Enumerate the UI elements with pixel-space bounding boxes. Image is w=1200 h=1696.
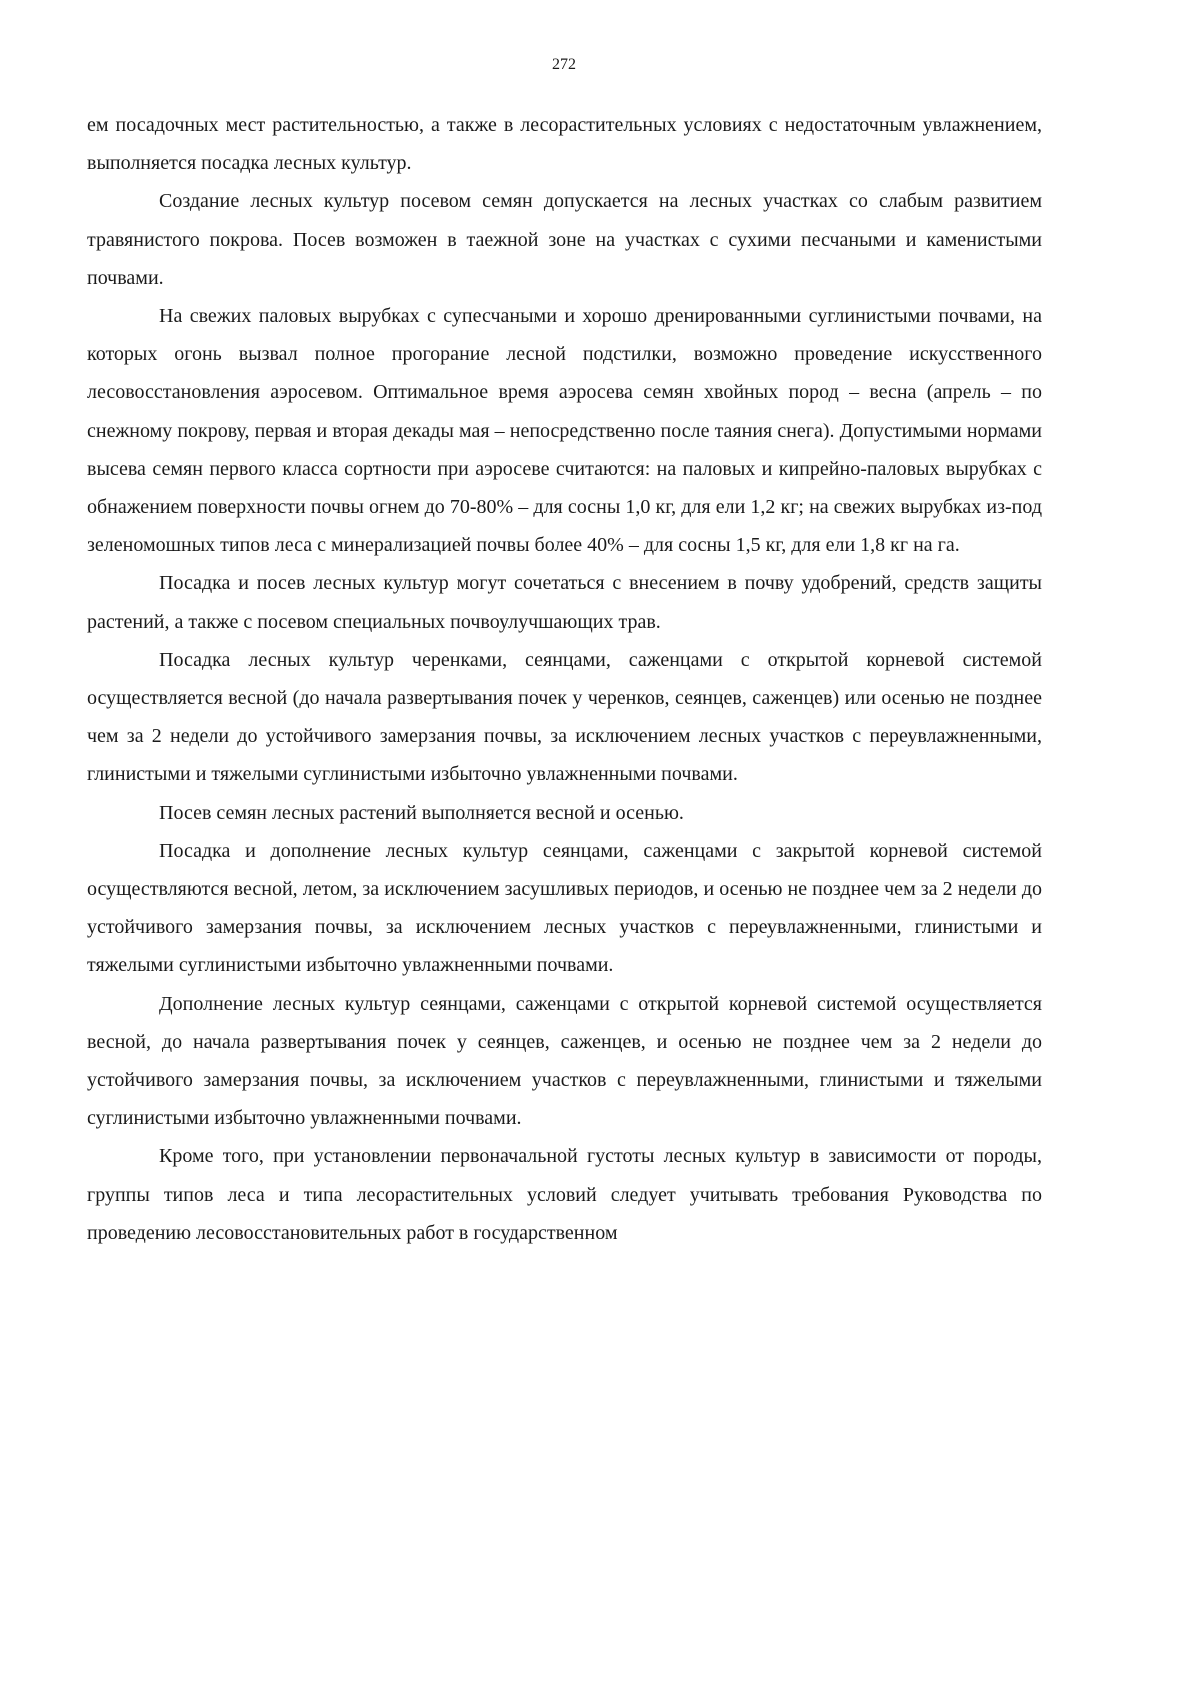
paragraph-8: Дополнение лесных культур сеянцами, саженцами с открытой корневой системой осуществляется весной, до начала развертывания почек у сеянцев, саженцев, и осенью не позднее чем за 2 недели до устойчивого замерзания почвы, за исключением участков с переувлажненными, глинистыми и тяжелыми суглинистыми избыточно увлажненными почвами. [87, 992, 1042, 1130]
paragraph-4: Посадка и посев лесных культур могут сочетаться с внесением в почву удобрений, средств защиты растений, а также с посевом специальных почвоулучшающих трав. [87, 572, 1042, 633]
paragraph-9: Кроме того, при установлении первоначальной густоты лесных культур в зависимости от породы, группы типов леса и типа лесорастительных условий следует учитывать требования Руководства по проведению лесовосстановительных работ в государственном [87, 1145, 1042, 1244]
paragraph-5: Посадка лесных культур черенками, сеянцами, саженцами с открытой корневой системой осуществляется весной (до начала развертывания почек у черенков, сеянцев, саженцев) или осенью не позднее чем за 2 недели до устойчивого замерзания почвы, за исключением лесных участков с переувлажненными, глинистыми и тяжелыми суглинистыми избыточно увлажненными почвами. [87, 648, 1042, 786]
paragraph-1: ем посадочных мест растительностью, а также в лесорастительных условиях с недостаточным увлажнением, выполняется посадка лесных культур. [87, 114, 1042, 175]
page-number: 272 [552, 56, 576, 73]
paragraph-2: Создание лесных культур посевом семян допускается на лесных участках со слабым развитием травянистого покрова. Посев возможен в таежной зоне на участках с сухими песчаными и каменистыми почвами. [87, 190, 1042, 289]
paragraph-7: Посадка и дополнение лесных культур сеянцами, саженцами с закрытой корневой системой осуществляются весной, летом, за исключением засушливых периодов, и осенью не позднее чем за 2 недели до устойчивого замерзания почвы, за исключением лесных участков с переувлажненными, глинистыми и тяжелыми суглинистыми избыточно увлажненными почвами. [87, 839, 1042, 977]
paragraph-3: На свежих паловых вырубках с супесчаными и хорошо дренированными суглинистыми почвами, на которых огонь вызвал полное прогорание лесной подстилки, возможно проведение искусственного лесовосстановления аэросевом. Оптимальное время аэросева семян хвойных пород – весна (апрель – по снежному покрову, первая и вторая декады мая – непосредственно после таяния снега). Допустимыми нормами высева семян первого класса сортности при аэросеве считаются: на паловых и кипрейно-паловых вырубках с обнажением поверхности почвы огнем до 70-80% – для сосны 1,0 кг, для ели 1,2 кг; на свежих вырубках из-под зеленомошных типов леса с минерализацией почвы более 40% – для сосны 1,5 кг, для ели 1,8 кг на га. [87, 305, 1042, 557]
paragraph-6: Посев семян лесных растений выполняется весной и осенью. [159, 801, 684, 824]
document-body [87, 106, 1042, 1252]
